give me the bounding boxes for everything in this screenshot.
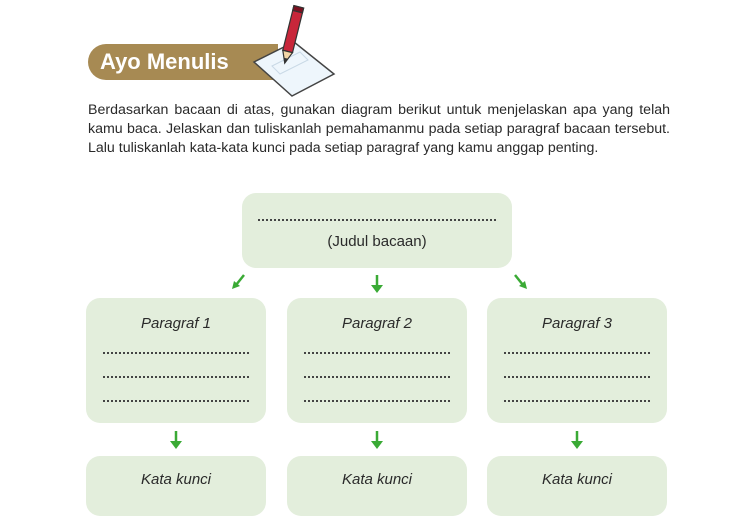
write-line[interactable] bbox=[103, 348, 249, 354]
title-write-line[interactable] bbox=[258, 215, 496, 221]
paragraph-label: Paragraf 1 bbox=[140, 315, 212, 332]
paragraph-box-2[interactable] bbox=[287, 298, 467, 423]
write-line[interactable] bbox=[504, 372, 650, 378]
write-line[interactable] bbox=[304, 372, 450, 378]
arrow-down-icon bbox=[369, 274, 385, 294]
keyword-label: Kata kunci bbox=[541, 471, 613, 488]
instructions-paragraph: Berdasarkan bacaan di atas, gunakan diagram berikut untuk menjelaskan apa yang telah kamu baca. Jelaskan dan tuliskanlah pemahamanmu pada setiap paragraf bacaan tersebut. Lalu tuliskanlah kata-kata kunci pada setiap paragraf yang kamu anggap penting. bbox=[88, 102, 670, 156]
write-line[interactable] bbox=[103, 372, 249, 378]
write-line[interactable] bbox=[504, 396, 650, 402]
paragraph-label: Paragraf 2 bbox=[341, 315, 413, 332]
keyword-box-2[interactable] bbox=[287, 456, 467, 516]
keyword-box-1[interactable] bbox=[86, 456, 266, 516]
banner-title: Ayo Menulis bbox=[100, 49, 229, 74]
keyword-box-3[interactable] bbox=[487, 456, 667, 516]
paragraph-label: Paragraf 3 bbox=[541, 315, 613, 332]
write-line[interactable] bbox=[504, 348, 650, 354]
arrow-down-right-icon bbox=[512, 272, 528, 292]
title-box[interactable] bbox=[242, 193, 512, 268]
write-line[interactable] bbox=[304, 396, 450, 402]
keyword-label: Kata kunci bbox=[140, 471, 212, 488]
paragraph-box-3[interactable] bbox=[487, 298, 667, 423]
title-label: (Judul bacaan) bbox=[327, 233, 427, 250]
arrow-down-left-icon bbox=[231, 272, 247, 292]
write-line[interactable] bbox=[103, 396, 249, 402]
pencil-paper-icon bbox=[248, 4, 340, 98]
keyword-label: Kata kunci bbox=[341, 471, 413, 488]
paragraph-box-1[interactable] bbox=[86, 298, 266, 423]
write-line[interactable] bbox=[304, 348, 450, 354]
arrow-down-icon bbox=[168, 430, 184, 450]
arrow-down-icon bbox=[569, 430, 585, 450]
arrow-down-icon bbox=[369, 430, 385, 450]
